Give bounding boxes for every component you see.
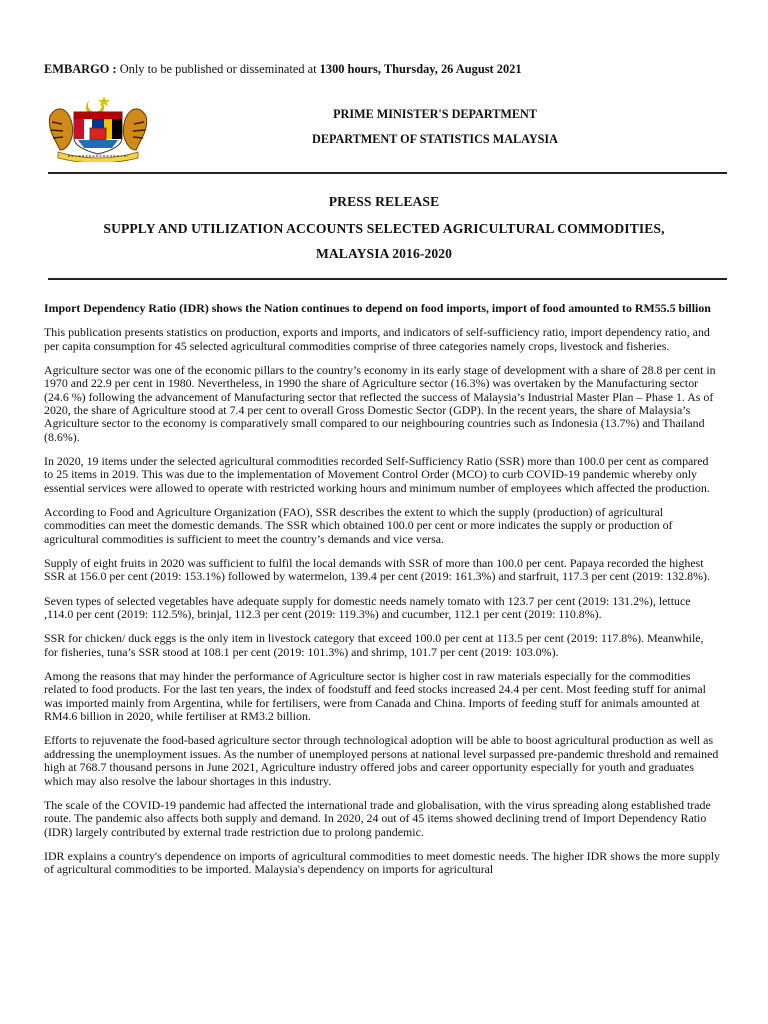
embargo-text: Only to be published or disseminated at xyxy=(116,62,320,76)
embargo-time: 1300 hours, Thursday, 26 August 2021 xyxy=(319,62,522,76)
embargo-line xyxy=(44,62,522,77)
body-paragraph: Seven types of selected vegetables have adequate supply for domestic needs namely tomato with 123.7 per cent (2019: 131.2%), lettuce ,114.0 per cent (2019: 112.5%), brinjal, 112.3 per cent (2019: 119.3%) and cucumber, 112.1 per cent (2019: 110.8%). xyxy=(44,593,691,622)
department-line-1: PRIME MINISTER'S DEPARTMENT xyxy=(333,107,537,121)
body-paragraph: Agriculture sector was one of the economic pillars to the country’s economy in its early stage of development with a share of 28.8 per cent in 1970 and 22.9 per cent in 1980. Nevertheless, in 1990 the share of Agriculture sector (16.3%) was overtaken by the Manufacturing sector (24.6 %) following the advancement of Manufacturing sector that reflected the success of Malaysia’s Industrial Master Plan – Phase 1. As of 2020, the share of Agriculture stood at 7.4 per cent to overall Gross Domestic Sector (GDP). In the recent years, the share of Malaysia’s Agriculture sector to the economy is comparatively small compared to our neighbouring countries such as Indonesia (13.7%) and Thailand (8.6%). xyxy=(44,362,716,444)
release-label: PRESS RELEASE xyxy=(328,194,440,209)
release-title-line-2: MALAYSIA 2016-2020 xyxy=(315,246,453,261)
top-divider xyxy=(48,172,727,174)
lead-paragraph: Import Dependency Ratio (IDR) shows the Nation continues to depend on food imports, import of food amounted to RM55.5 billion xyxy=(44,301,711,315)
department-line-2: DEPARTMENT OF STATISTICS MALAYSIA xyxy=(312,132,558,146)
body-paragraph: Supply of eight fruits in 2020 was sufficient to fulfil the local demands with SSR of more than 100.0 per cent. Papaya recorded the highest SSR at 156.0 per cent (2019: 153.1%) followed by watermelon, 139.4 per cent (2019: 161.3%) and starfruit, 117.3 per cent (2019: 132.8%). xyxy=(44,556,710,584)
embargo-label: EMBARGO : xyxy=(44,62,117,76)
release-body xyxy=(44,302,720,887)
body-paragraph: Among the reasons that may hinder the performance of Agriculture sector is higher cost in raw materials especially for the commodities related to food products. For the last ten years, the index of foodstuff and feed stocks increased 24.4 per cent. Most feeding stuff for animal was imported mainly from Argentina, while for fertilisers, were from Canada and China. Imports of feeding stuff for animals amounted at RM4.6 billion in 2020, while fertiliser at RM3.2 billion. xyxy=(44,668,706,724)
body-paragraph: The scale of the COVID-19 pandemic had affected the international trade and globalisation, with the virus spreading along established trade route. The pandemic also affects both supply and demand. In 2020, 24 out of 45 items showed declining trend of Import Dependency Ratio (IDR) largely contributed by external trade restriction due to prolong pandemic. xyxy=(44,797,711,839)
malaysia-coat-of-arms-icon xyxy=(44,94,152,162)
title-divider xyxy=(48,278,727,280)
body-paragraph: Efforts to rejuvenate the food-based agriculture sector through technological adoption will be able to boost agricultural production as well as addressing the unemployment issues. As the number of unemployed persons at national level surpassed pre-pandemic threshold and remained high at 768.7 thousand persons in June 2021, Agriculture industry offered jobs and career opportunity especially for youth and graduates which may also resolve the labour shortages in this industry. xyxy=(44,733,719,788)
body-paragraph: This publication presents statistics on production, exports and imports, and indicators of self-sufficiency ratio, import dependency ratio, and per capita consumption for 45 selected agricultural commodities comprise of three categories namely crops, livestock and fisheries. xyxy=(44,325,710,353)
body-paragraph-idr: IDR explains a country's dependence on imports of agricultural commodities to meet domestic needs. The higher IDR shows the more supply of agricultural commodities to be imported. Malaysia's dependency on imports for agricultural xyxy=(44,848,720,877)
body-paragraph: In 2020, 19 items under the selected agricultural commodities recorded Self-Sufficiency Ratio (SSR) more than 100.0 per cent as compared to 25 items in 2019. This was due to the implementation of Movement Control Order (MCO) to curb COVID-19 pandemic whereby only essential services were allowed to operate with restricted working hours and minimum number of employees which affected the production. xyxy=(44,454,710,495)
release-title: SUPPLY AND UTILIZATION ACCOUNTS SELECTED AGRICULTURAL COMMODITIES, xyxy=(103,221,665,236)
body-paragraph: According to Food and Agriculture Organization (FAO), SSR describes the extent to which the supply (production) of agricultural commodities can meet the domestic demands. The SSR which obtained 100.0 per cent or more indicates the supply or production of agricultural commodities is sufficient to meet the country’s demands and vice versa. xyxy=(44,505,673,546)
body-paragraph: SSR for chicken/ duck eggs is the only item in livestock category that exceed 100.0 per cent at 113.5 per cent (2019: 117.8%). Meanwhile, for fisheries, tuna’s SSR stood at 108.1 per cent (2019: 101.3%) and shrimp, 101.7 per cent (2019: 103.0%). xyxy=(44,631,704,659)
